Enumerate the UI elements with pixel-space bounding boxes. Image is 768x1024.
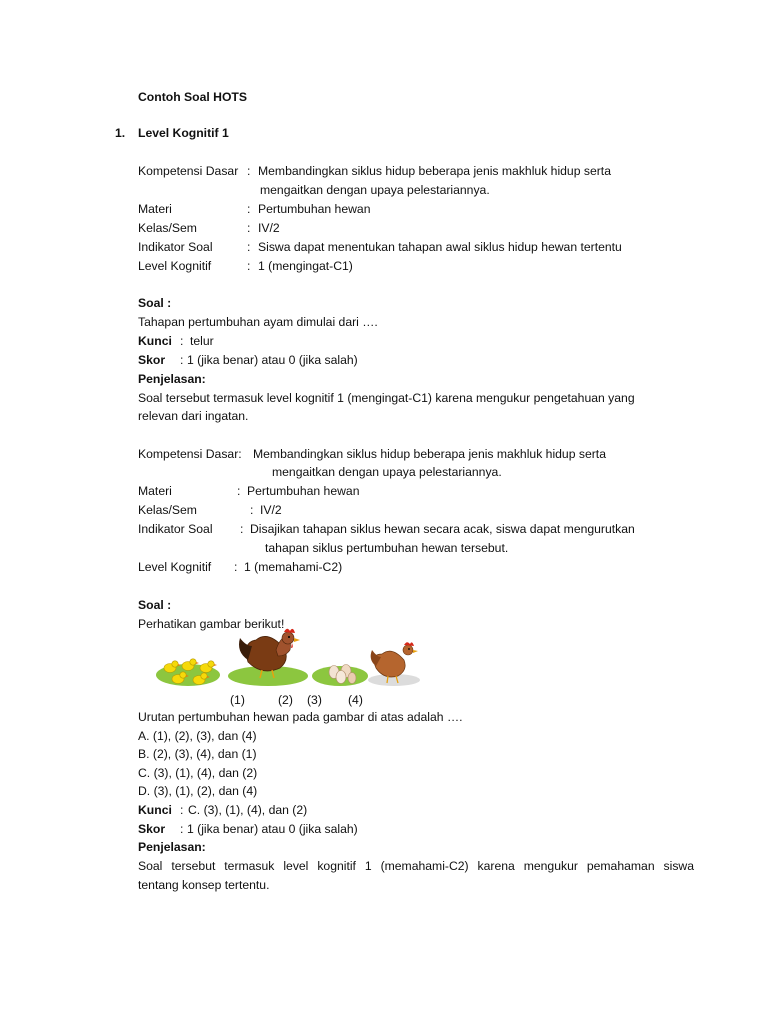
- option-a: A. (1), (2), (3), dan (4): [138, 729, 257, 743]
- kd-value: Membandingkan siklus hidup beberapa jenis makhluk hidup serta: [258, 164, 611, 178]
- colon: :: [247, 221, 251, 235]
- kd-label: Kompetensi Dasar:: [138, 447, 242, 461]
- indikator-label: Indikator Soal: [138, 240, 213, 254]
- materi-label: Materi: [138, 202, 172, 216]
- level-label: Level Kognitif: [138, 560, 212, 574]
- penjelasan-text-cont: tentang konsep tertentu.: [138, 878, 270, 892]
- colon: :: [234, 560, 238, 574]
- skor-label: Skor: [138, 353, 166, 367]
- kunci-label: Kunci: [138, 334, 172, 348]
- soal-heading: Soal :: [138, 296, 172, 310]
- soal-heading: Soal :: [138, 598, 172, 612]
- image-label-1: (1): [230, 693, 245, 707]
- section-heading: Level Kognitif 1: [138, 126, 229, 140]
- penjelasan-heading: Penjelasan:: [138, 840, 206, 854]
- penjelasan-text-cont: relevan dari ingatan.: [138, 409, 249, 423]
- option-c: C. (3), (1), (4), dan (2): [138, 766, 258, 780]
- level-label: Level Kognitif: [138, 259, 212, 273]
- kelas-value: IV/2: [258, 221, 280, 235]
- section-number: 1.: [115, 126, 126, 140]
- option-d: D. (3), (1), (2), dan (4): [138, 784, 258, 798]
- image-label-3: (3): [307, 693, 322, 707]
- colon: :: [247, 164, 251, 178]
- indikator-value: Siswa dapat menentukan tahapan awal siklus hidup hewan tertentu: [258, 240, 622, 254]
- question-text: Urutan pertumbuhan hewan pada gambar di atas adalah ….: [138, 710, 463, 724]
- penjelasan-heading: Penjelasan:: [138, 372, 206, 386]
- eggs-illustration: [312, 665, 368, 687]
- question-text: Tahapan pertumbuhan ayam dimulai dari ….: [138, 315, 378, 329]
- hen-illustration: [228, 629, 308, 686]
- kd-value-cont: mengaitkan dengan upaya pelestariannya.: [260, 183, 490, 197]
- penjelasan-text: Soal tersebut termasuk level kognitif 1 (memahami-C2) karena mengukur pemahaman siswa: [138, 859, 694, 873]
- kunci-label: Kunci: [138, 803, 172, 817]
- document-title: Contoh Soal HOTS: [138, 90, 248, 104]
- kunci-value: C. (3), (1), (4), dan (2): [188, 803, 308, 817]
- colon: :: [180, 334, 184, 348]
- colon: :: [247, 202, 251, 216]
- colon: :: [247, 259, 251, 273]
- option-b: B. (2), (3), (4), dan (1): [138, 747, 257, 761]
- indikator-value-cont: tahapan siklus pertumbuhan hewan tersebut.: [265, 541, 509, 555]
- kunci-value: telur: [190, 334, 214, 348]
- image-label-2: (2): [278, 693, 293, 707]
- kd-label: Kompetensi Dasar: [138, 164, 239, 178]
- materi-value: Pertumbuhan hewan: [258, 202, 371, 216]
- materi-label: Materi: [138, 484, 172, 498]
- instruction-text: Perhatikan gambar berikut!: [138, 617, 285, 631]
- indikator-value: Disajikan tahapan siklus hewan secara acak, siswa dapat mengurutkan: [250, 522, 635, 536]
- kelas-value: IV/2: [260, 503, 282, 517]
- materi-value: Pertumbuhan hewan: [247, 484, 360, 498]
- skor-value: 1 (jika benar) atau 0 (jika salah): [187, 353, 358, 367]
- colon: :: [180, 803, 184, 817]
- colon: :: [240, 522, 244, 536]
- penjelasan-text: Soal tersebut termasuk level kognitif 1 (mengingat-C1) karena mengukur pengetahuan yang: [138, 391, 635, 405]
- level-value: 1 (memahami-C2): [244, 560, 343, 574]
- image-label-4: (4): [348, 693, 363, 707]
- level-value: 1 (mengingat-C1): [258, 259, 353, 273]
- colon: :: [250, 503, 254, 517]
- colon: :: [237, 484, 241, 498]
- chicks-illustration: [156, 659, 220, 686]
- young-hen-illustration: [368, 642, 420, 686]
- colon: :: [180, 822, 184, 836]
- colon: :: [180, 353, 184, 367]
- colon: :: [247, 240, 251, 254]
- indikator-label: Indikator Soal: [138, 522, 213, 536]
- skor-value: 1 (jika benar) atau 0 (jika salah): [187, 822, 358, 836]
- kelas-label: Kelas/Sem: [138, 503, 197, 517]
- kelas-label: Kelas/Sem: [138, 221, 197, 235]
- skor-label: Skor: [138, 822, 166, 836]
- kd-value: Membandingkan siklus hidup beberapa jenis makhluk hidup serta: [253, 447, 606, 461]
- kd-value-cont: mengaitkan dengan upaya pelestariannya.: [272, 465, 502, 479]
